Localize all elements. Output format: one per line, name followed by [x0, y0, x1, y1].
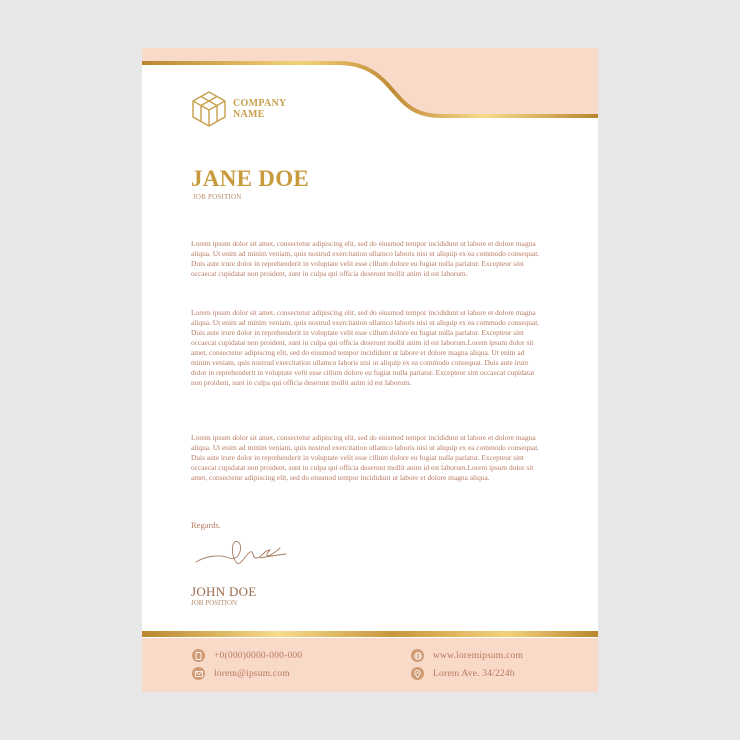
footer-gold-line	[142, 631, 598, 637]
footer	[142, 638, 598, 692]
company-logo	[191, 90, 287, 128]
sender-name: JANE DOE	[191, 166, 310, 191]
signer-name: JOHN DOE	[191, 584, 257, 599]
closing-regards: Regards.	[191, 520, 221, 530]
phone-text: +0(000)0000-000-000	[214, 650, 303, 661]
contact-phone	[192, 649, 302, 662]
location-pin-icon	[411, 667, 424, 680]
signature	[194, 536, 289, 571]
body-paragraph-1: Lorem ipsum dolor sit amet, consectetur adipiscing elit, sed do eiusmod tempor incididunt ut labore et dolore magna aliqua. Ut enim ad minim veniam, quis nostrud exercitation ullamco laboris nisi ut aliquip ex ea commodo consequat. Duis aute irure dolor in reprehenderit in voluptate velit esse cillum dolore eu fugiat nulla pariatur. Excepteur sint occaecat cupidatat non proident, sunt in culpa qui officia deserunt mollit anim id est laborum.	[191, 239, 540, 278]
website-text: www.loremipsum.com	[433, 650, 524, 661]
phone-icon	[192, 649, 205, 662]
contact-website	[411, 649, 523, 662]
sender-position: JOB POSITION	[193, 193, 242, 201]
contact-address	[411, 667, 515, 680]
globe-icon	[411, 649, 424, 662]
company-name-line1: COMPANY	[233, 98, 287, 109]
address-text: Lorem Ave. 34/224b	[433, 668, 515, 679]
contact-email	[192, 667, 290, 680]
signer-position: JOB POSITION	[191, 599, 238, 607]
email-text: lorem@ipsum.com	[214, 668, 290, 679]
mail-icon	[192, 667, 205, 680]
body-paragraph-2: Lorem ipsum dolor sit amet, consectetur adipiscing elit, sed do eiusmod tempor incididunt ut labore et dolore magna aliqua. Ut enim ad minim veniam, quis nostrud exercitation ullamco laboris nisi ut aliquip ex ea commodo consequat. Duis aute irure dolor in reprehenderit in voluptate velit esse cillum dolore eu fugiat nulla pariatur. Excepteur sint occaecat cupidatat non proident, sunt in culpa qui officia deserunt mollit anim id est laborum.Lorem ipsum dolor sit amet, consectetur adipiscing elit, sed do eiusmod tempor incididunt ut labore et dolore magna aliqua. Ut enim ad minim veniam, quis nostrud exercitation ullamco laboris nisi ut aliquip ex ea commodo consequat. Duis aute irure dolor in reprehenderit in voluptate velit esse cillum dolore eu fugiat nulla pariatur. Excepteur sint occaecat cupidatat non proident, sunt in culpa qui officia deserunt mollit anim id est laborum.	[191, 308, 540, 387]
body-paragraph-3: Lorem ipsum dolor sit amet, consectetur adipiscing elit, sed do eiusmod tempor incididunt ut labore et dolore magna aliqua. Ut enim ad minim veniam, quis nostrud exercitation ullamco laboris nisi ut aliquip ex ea commodo consequat. Duis aute irure dolor in reprehenderit in voluptate velit esse cillum dolore eu fugiat nulla pariatur. Excepteur sint occaecat cupidatat non proident, sunt in culpa qui officia deserunt mollit anim id est laborum.Lorem ipsum dolor sit amet, consectetur adipiscing elit, sed do eiusmod tempor incididunt ut labore et dolore magna aliqua.	[191, 433, 540, 482]
letterhead-page	[142, 48, 598, 692]
hexagon-cube-icon	[191, 90, 227, 128]
company-name-line2: NAME	[233, 109, 265, 120]
company-name	[233, 98, 287, 120]
